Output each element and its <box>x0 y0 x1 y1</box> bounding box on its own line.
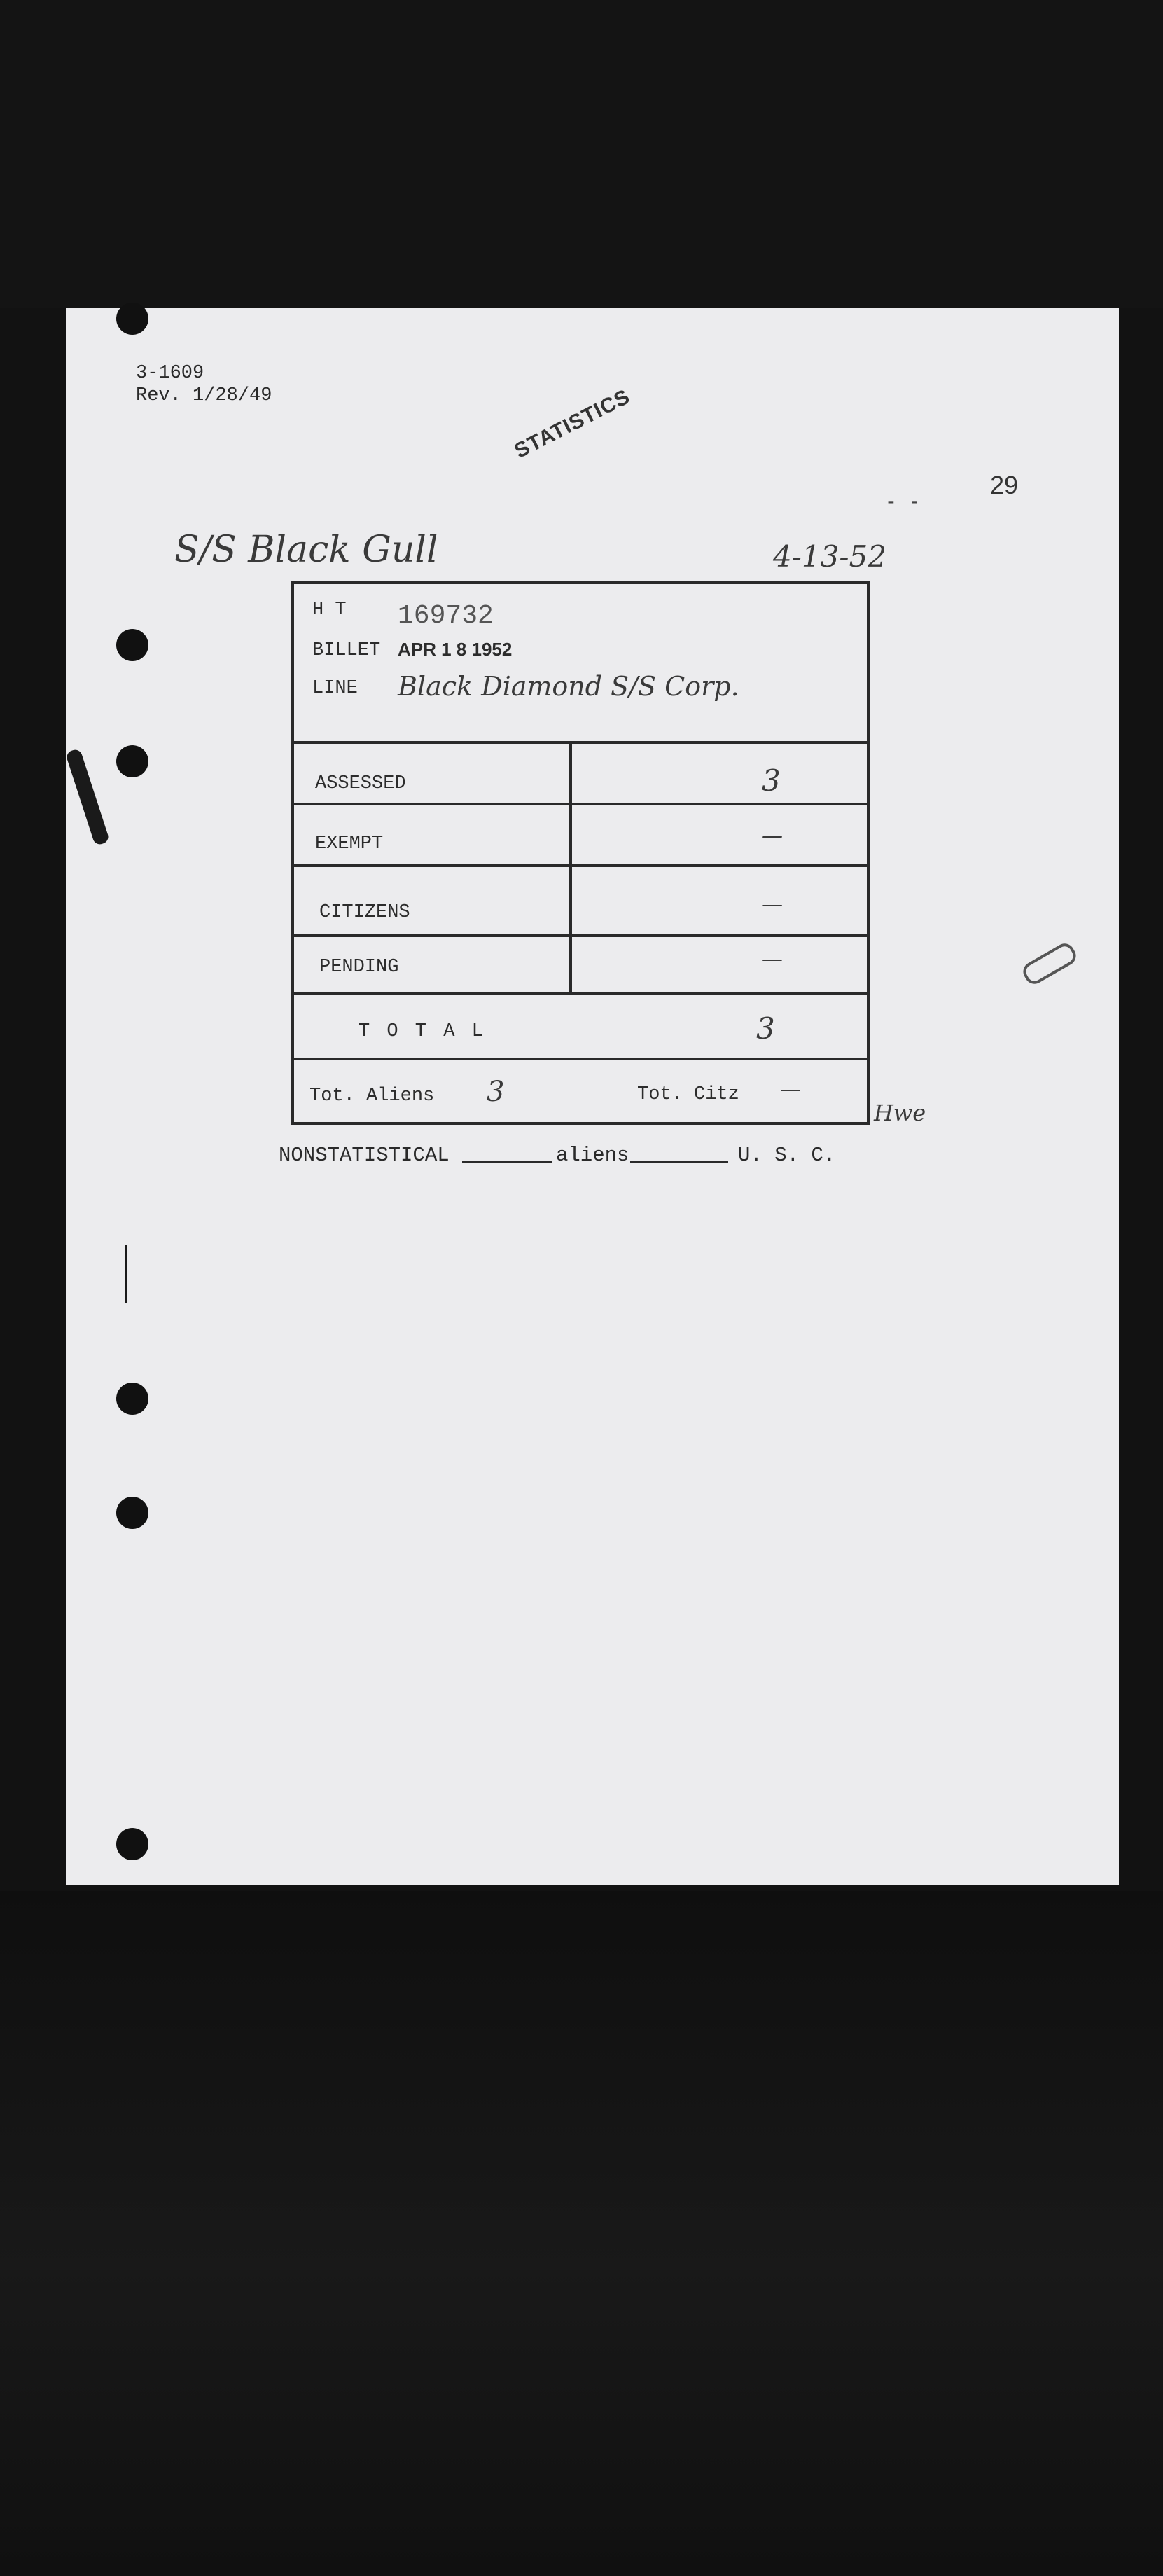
row-value-citizens: — <box>762 892 783 917</box>
punch-hole <box>116 1497 148 1529</box>
column-divider <box>569 742 572 993</box>
vessel-date: 4-13-52 <box>773 539 886 574</box>
ht-label: H T <box>312 600 347 621</box>
punch-hole <box>116 1383 148 1415</box>
examiner-initials: Hwe <box>874 1100 926 1126</box>
row-label-assessed: ASSESSED <box>315 773 406 794</box>
punch-hole <box>116 303 148 335</box>
punch-hole <box>116 1828 148 1860</box>
row-value-assessed: 3 <box>762 763 781 798</box>
form-revision: Rev. 1/28/49 <box>136 385 272 406</box>
tot-citz-value: — <box>780 1077 801 1102</box>
dash-marks: - - <box>885 492 921 514</box>
punch-hole <box>116 629 148 661</box>
margin-mark <box>125 1245 127 1303</box>
aliens-label: aliens <box>556 1144 629 1167</box>
total-value: 3 <box>756 1011 775 1046</box>
tot-aliens-value: 3 <box>487 1076 505 1108</box>
statistics-form <box>291 581 870 1125</box>
total-label: T O T A L <box>358 1021 486 1042</box>
scan-background-top <box>0 0 1163 308</box>
page-number: 29 <box>990 471 1019 499</box>
line-value: Black Diamond S/S Corp. <box>398 671 739 702</box>
tot-citz-label: Tot. Citz <box>637 1084 739 1105</box>
paperclip-icon <box>1019 940 1079 988</box>
billet-label: BILLET <box>312 640 381 661</box>
scan-background-bottom <box>0 1891 1163 2576</box>
vessel-name: S/S Black Gull <box>174 529 438 571</box>
punch-hole <box>116 745 148 777</box>
row-divider <box>294 934 867 937</box>
nonstatistical-label: NONSTATISTICAL <box>279 1144 450 1167</box>
row-label-exempt: EXEMPT <box>315 833 384 854</box>
ht-number: 169732 <box>398 601 494 631</box>
total-divider <box>294 1058 867 1060</box>
statistics-stamp: STATISTICS <box>510 385 634 463</box>
row-value-exempt: — <box>762 824 783 848</box>
section-divider <box>294 741 867 744</box>
ink-blotch <box>65 748 110 846</box>
row-divider <box>294 992 867 995</box>
row-label-citizens: CITIZENS <box>319 902 410 923</box>
row-divider <box>294 864 867 867</box>
row-label-pending: PENDING <box>319 957 399 978</box>
blank-line <box>630 1161 728 1163</box>
tot-aliens-label: Tot. Aliens <box>309 1086 435 1107</box>
row-divider <box>294 803 867 805</box>
form-id: 3-1609 <box>136 363 204 384</box>
document-sheet <box>66 308 1119 1885</box>
line-label: LINE <box>312 678 358 699</box>
blank-line <box>462 1161 552 1163</box>
usc-label: U. S. C. <box>738 1144 836 1167</box>
billet-date-stamp: APR 1 8 1952 <box>398 639 513 660</box>
row-value-pending: — <box>762 947 783 971</box>
